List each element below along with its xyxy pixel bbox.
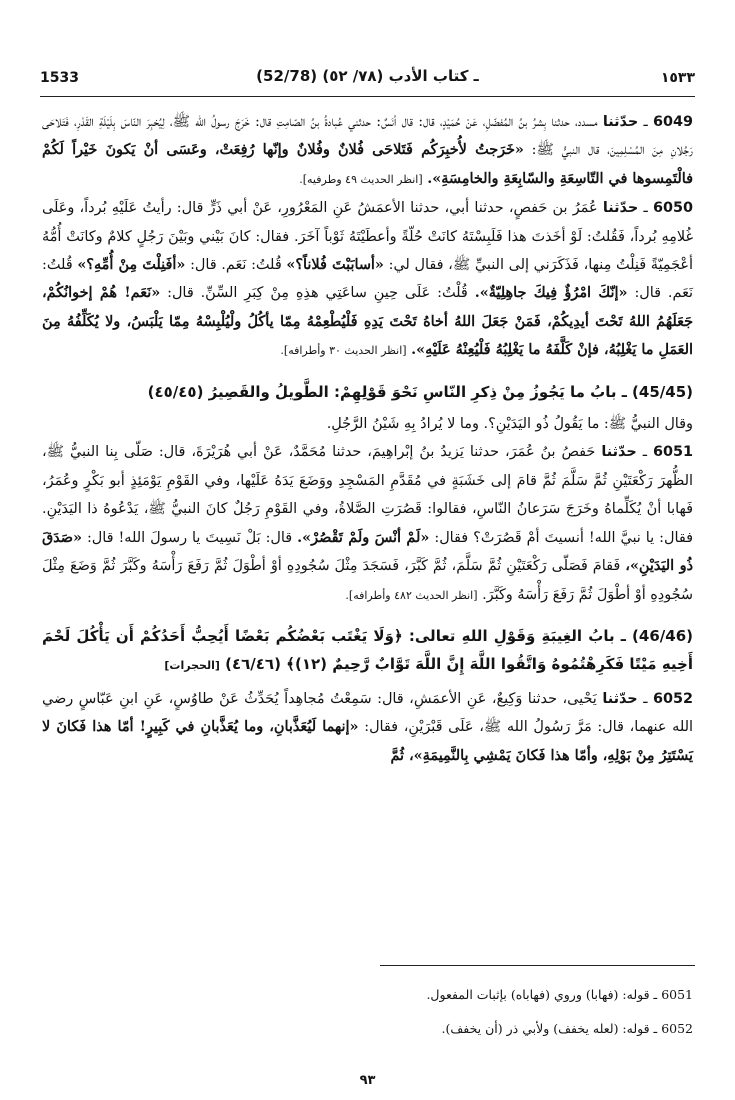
page-number-latin: 1533 <box>40 70 79 86</box>
chapter-heading-45: (45/45) ـ بابُ ما يَجُوزُ مِنْ ذِكرِ النّاسِ نَحْوَ قَوْلِهِمْ: الطَّويلُ والقَصِيرُ (٤٥/٤٥) <box>147 382 693 401</box>
running-header <box>40 66 695 90</box>
hadith-keyword: حدّثنا <box>601 444 637 461</box>
hadith-number: 6049 <box>652 114 694 130</box>
hadith-reference: [انظر الحديث ٤٨٢ وأطرافه]. <box>345 588 478 602</box>
hadith-keyword: حدّثنا <box>602 690 638 707</box>
hadith-quote: «لَمْ أنْسَ ولَمْ تَقْصُرْ». <box>297 528 430 546</box>
hadith-reference: [انظر الحديث ٣٠ وأطرافه]. <box>280 344 407 358</box>
page-number-arabic: ١٥٣٣ <box>660 70 695 86</box>
footnotes <box>426 978 693 1046</box>
hadith-number: 6050 <box>652 200 693 217</box>
surah-reference: [الحجرات] <box>164 659 220 673</box>
hadith-text: عُمَرُ بن حَفصٍ، حدثنا أبي، حدثنا الأعمَشُ عَنِ المَعْرُورِ، عَنْ أبي ذَرٍّ قال: رأيتُ عَلَيْهِ بُرداً، وعَلَى غُلامِهِ بُرداً، فَقُلتُ: لَوْ أخَذتَ هذا فَلَبِسْتَهُ كانَتْ حُلّةً وأعطَيْتَهُ ثَوْباً آخَرَ. فقال: كانَ بَيْني وبَيْنَ رَجُلٍ كلامٌ وكانَتْ أُمُّهُ أعْجَمِيّةً فَنِلْتُ مِنها، فَذَكَرَني إلى النبيِّ ﷺ، فقال لي: <box>42 200 693 274</box>
hadith-reference: [انظر الحديث ٤٩ وطرفيه]. <box>299 172 423 186</box>
hadith-6051: 6051 ـ حدّثنا حَفصُ بنُ عُمَرَ، حدثنا يَزيدُ بنُ إبْراهِيمَ، حدثنا مُحَمَّدٌ، عَنْ أبي هُرَيْرَةَ، قال: صَلّى بِنا النبيُّ ﷺ، الظُّهرَ رَكْعَتَيْنِ ثُمَّ سَلَّمَ ثُمَّ قامَ إلى خَشَبَةٍ في مُقَدَّمِ المَسْجِدِ ووَضَعَ يَدَهُ عَلَيْها، وفي القَوْمِ يَوْمَئِذٍ أبو بَكْرٍ وعُمَرُ، فَهابا أنْ يُكَلِّماهُ وخَرَجَ سَرَعانُ النّاسِ، فقالوا: قَصُرَتِ الصَّلاةُ، وفي القَوْمِ رَجُلٌ كانَ النبيُّ ﷺ، يَدْعُوهُ ذا اليَدَيْنِ. فقال: يا نبيَّ الله! أنسيتَ أمْ قَصُرَتْ؟ فقال: «لَمْ أنْسَ ولَمْ تَقْصُرْ». قال: بَلْ نَسِيتَ يا رسولَ الله! قال: «صَدَقَ ذُو اليَدَيْنِ»، فَقامَ فَصَلّى رَكْعَتَيْنِ ثُمَّ سَلَّمَ، ثُمَّ كَبَّرَ، فَسَجَدَ مِثْلَ سُجُودِهِ أوْ أطْوَلَ ثُمَّ رَفَعَ رَأْسَهُ وكَبَّرَ ثُمَّ وَضَعَ مِثْلَ سُجُودِهِ أوْ أطْوَلَ ثُمَّ رَفَعَ رَأْسَهُ وكَبَّرَ. [انظر الحديث ٤٨٢ وأطرافه]. <box>42 444 694 603</box>
chapter-subtext-45: وقال النبيُّ ﷺ: ما يَقُولُ ذُو اليَدَيْنِ؟. وما لا يُرادُ بِهِ شَيْنُ الرَّجُلِ. <box>326 416 693 433</box>
folio-number: ٩٣ <box>359 1073 376 1088</box>
hadith-quote: «إنّكَ امْرُؤٌ فِيكَ جاهِلِيّةٌ». <box>474 284 628 302</box>
hadith-text: مسدد، حدثنا بِشرُ بنُ المُفضّلِ، عَنْ حُمَيْدٍ، قال: قال أنَسٌ: حدثني عُبادةُ بنُ الصّامِتِ قال: خَرَجَ رسولُ الله ﷺ، لِيُخبِرَ النّاسَ بِلَيْلَةِ القَدْرِ، فَتَلاحَى رَجُلانِ مِنَ المُسْلِمِينَ، قال النبيُّ ﷺ: <box>42 114 693 159</box>
hadith-number: 6051 <box>652 444 694 461</box>
chapter-heading-text: (46/46) ـ بابُ الغِيبَةِ وَقَوْلِ اللهِ تعالى: ﴿وَلَا يَغْتَب بَعْضُكُم بَعْضًا أَيُحِبُّ أَحَدُكُمْ أَن يَأْكُلَ لَحْمَ أَخِيهِ مَيْتًا فَكَرِهْتُمُوهُ وَاتَّقُوا اللَّهَ إِنَّ اللَّهَ تَوَّابٌ رَّحِيمٌ (١٢)﴾ (٤٦/٤٦) <box>42 626 693 674</box>
chapter-heading-46 <box>42 622 693 681</box>
chapter-title: (52/78) ـ كتاب الأدب (٧٨/ ٥٢) <box>256 67 479 85</box>
hadith-quote: «صَدَقَ ذُو اليَدَيْنِ»، <box>42 528 693 575</box>
hadith-text: قُلْتُ: عَلَى حِينِ ساعَتِي هذِهِ مِنْ كِبَرِ السِّنِّ. قال: <box>167 285 468 302</box>
footnote: 6051 ـ قوله: (فهابا) وروي (فهاباه) بإثبات المفعول. <box>426 987 693 1002</box>
hadith-keyword: حدّثنا <box>602 114 639 130</box>
hadith-text: يَحْيى، حدثنا وَكِيعٌ، عَنِ الأعمَشِ، قال: سَمِعْتُ مُجاهِداً يُحَدِّثُ عَنْ طاوُسٍ، عَنِ ابنِ عَبّاسٍ رضي الله عنهما، قال: مَرَّ رَسُولُ الله ﷺ، عَلَى قَبْرَيْنِ، فقال: <box>42 690 694 736</box>
footnote-rule <box>380 965 695 966</box>
hadith-6050: 6050 ـ حدّثنا عُمَرُ بن حَفصٍ، حدثنا أبي، حدثنا الأعمَشُ عَنِ المَعْرُورِ، عَنْ أبي ذَرٍّ قال: رأيتُ عَلَيْهِ بُرداً، وعَلَى غُلامِهِ بُرداً، فَقُلتُ: لَوْ أخَذتَ هذا فَلَبِسْتَهُ كانَتْ حُلّةً وأعطَيْتَهُ ثَوْباً آخَرَ. فقال: كانَ بَيْني وبَيْنَ رَجُلٍ كلامٌ وكانَتْ أُمُّهُ أعْجَمِيّةً فَنِلْتُ مِنها، فَذَكَرَني إلى النبيِّ ﷺ، فقال لي: «أسابَبْتَ فُلاناً؟» قُلتُ: نَعَم. قال: «أفَنِلْتَ مِنْ أُمِّهِ؟» قُلتُ: نَعَم. قال: «إنّكَ امْرُؤٌ فِيكَ جاهِلِيّةٌ». قُلْتُ: عَلَى حِينِ ساعَتِي هذِهِ مِنْ كِبَرِ السِّنِّ. قال: «نَعَم! هُمْ إخوانُكُمْ، جَعَلَهُمُ اللهُ تَحْتَ أيدِيكُمْ، فَمَنْ جَعَلَ اللهُ أخاهُ تَحْتَ يَدِهِ فَلْيُطْعِمْهُ مِمّا يأكُلُ ولْيُلْبِسْهُ مِمّا يَلْبَسُ، ولا يُكَلِّفُهُ مِنَ العَمَلِ ما يَغْلِبُهُ، فإنْ كَلَّفَهُ ما يَغْلِبُهُ فَلْيُعِنْهُ عَلَيْهِ». [انظر الحديث ٣٠ وأطرافه]. <box>42 200 694 359</box>
hadith-text: فَقامَ فَصَلّى رَكْعَتَيْنِ ثُمَّ سَلَّمَ، ثُمَّ كَبَّرَ، فَسَجَدَ مِثْلَ سُجُودِهِ أوْ أطْوَلَ ثُمَّ رَفَعَ رَأْسَهُ وكَبَّرَ ثُمَّ وَضَعَ مِثْلَ سُجُودِهِ أوْ أطْوَلَ ثُمَّ رَفَعَ رَأْسَهُ وكَبَّرَ. <box>42 558 693 603</box>
hadith-quote: «أفَنِلْتَ مِنْ أُمِّهِ؟» <box>77 256 186 274</box>
hadith-text: قال: بَلْ نَسِيتَ يا رسولَ الله! قال: <box>86 529 293 546</box>
hadith-quote: «نَعَم! هُمْ إخوانُكُمْ، جَعَلَهُمُ اللهُ تَحْتَ أيدِيكُمْ، فَمَنْ جَعَلَ اللهُ أخاهُ تَحْتَ يَدِهِ فَلْيُطْعِمْهُ مِمّا يأكُلُ ولْيُلْبِسْهُ مِمّا يَلْبَسُ، ولا يُكَلِّفُهُ مِنَ العَمَلِ ما يَغْلِبُهُ، فإنْ كَلَّفَهُ ما يَغْلِبُهُ فَلْيُعِنْهُ عَلَيْهِ». <box>42 284 693 359</box>
hadith-6049: 6049 ـ حدّثنا مسدد، حدثنا بِشرُ بنُ المُفضّلِ، عَنْ حُمَيْدٍ، قال: قال أنَسٌ: حدثني عُبادةُ بنُ الصّامِتِ قال: خَرَجَ رسولُ الله ﷺ، لِيُخبِرَ النّاسَ بِلَيْلَةِ القَدْرِ، فَتَلاحَى رَجُلانِ مِنَ المُسْلِمِينَ، قال النبيُّ ﷺ: «خَرَجتُ لأُخبِرَكُم فَتَلاحَى فُلانٌ وفُلانٌ وإنّها رُفِعَتْ، وعَسَى أنْ يَكونَ خَيْراً لَكُمْ فالْتَمِسوها في التّاسِعَةِ والسّابِعَةِ والخامِسَةِ». [انظر الحديث ٤٩ وطرفيه]. <box>42 114 694 187</box>
hadith-keyword: حدّثنا <box>602 200 639 217</box>
hadith-number: 6052 <box>652 690 693 707</box>
hadith-text: حَفصُ بنُ عُمَرَ، حدثنا يَزيدُ بنُ إبْراهِيمَ، حدثنا مُحَمَّدٌ، عَنْ أبي هُرَيْرَةَ، قال: صَلّى بِنا النبيُّ ﷺ، الظُّهرَ رَكْعَتَيْنِ ثُمَّ سَلَّمَ ثُمَّ قامَ إلى خَشَبَةٍ في مُقَدَّمِ المَسْجِدِ ووَضَعَ يَدَهُ عَلَيْها، وفي القَوْمِ يَوْمَئِذٍ أبو بَكْرٍ وعُمَرُ، فَهابا أنْ يُكَلِّماهُ وخَرَجَ سَرَعانُ النّاسِ، فقالوا: قَصُرَتِ الصَّلاةُ، وفي القَوْمِ رَجُلٌ كانَ النبيُّ ﷺ، يَدْعُوهُ ذا اليَدَيْنِ. فقال: يا نبيَّ الله! أنسيتَ أمْ قَصُرَتْ؟ فقال: <box>42 444 694 546</box>
hadith-6052: 6052 ـ حدّثنا يَحْيى، حدثنا وَكِيعٌ، عَنِ الأعمَشِ، قال: سَمِعْتُ مُجاهِداً يُحَدِّثُ عَنْ طاوُسٍ، عَنِ ابنِ عَبّاسٍ رضي الله عنهما، قال: مَرَّ رَسُولُ الله ﷺ، عَلَى قَبْرَيْنِ، فقال: «إنهما لَيُعَذَّبانِ، وما يُعَذَّبانِ في كَبِيرٍ! أمّا هذا فَكانَ لا يَسْتَتِرُ مِنْ بَوْلِهِ، وأمّا هذا فَكانَ يَمْشِي بِالنَّمِيمَةِ»، ثُمَّ <box>42 690 694 764</box>
hadith-quote: «إنهما لَيُعَذَّبانِ، وما يُعَذَّبانِ في كَبِيرٍ! أمّا هذا فَكانَ لا يَسْتَتِرُ مِنْ بَوْلِهِ، وأمّا هذا فَكانَ يَمْشِي بِالنَّمِيمَةِ»، ثُمَّ <box>42 718 693 764</box>
page-body <box>42 108 693 770</box>
header-rule <box>40 96 695 97</box>
hadith-quote: «خَرَجتُ لأُخبِرَكُم فَتَلاحَى فُلانٌ وفُلانٌ وإنّها رُفِعَتْ، وعَسَى أنْ يَكونَ خَيْراً لَكُمْ فالْتَمِسوها في التّاسِعَةِ والسّابِعَةِ والخامِسَةِ». <box>42 141 693 187</box>
hadith-quote: «أسابَبْتَ فُلاناً؟» <box>286 256 384 274</box>
footnote: 6052 ـ قوله: (لعله يخفف) ولأبي ذر (أن يخفف). <box>441 1021 693 1036</box>
hadith-text: قُلتُ: نَعَم. قال: <box>42 257 694 302</box>
hadith-text: قُلتُ: نَعَم. قال: <box>190 257 282 274</box>
